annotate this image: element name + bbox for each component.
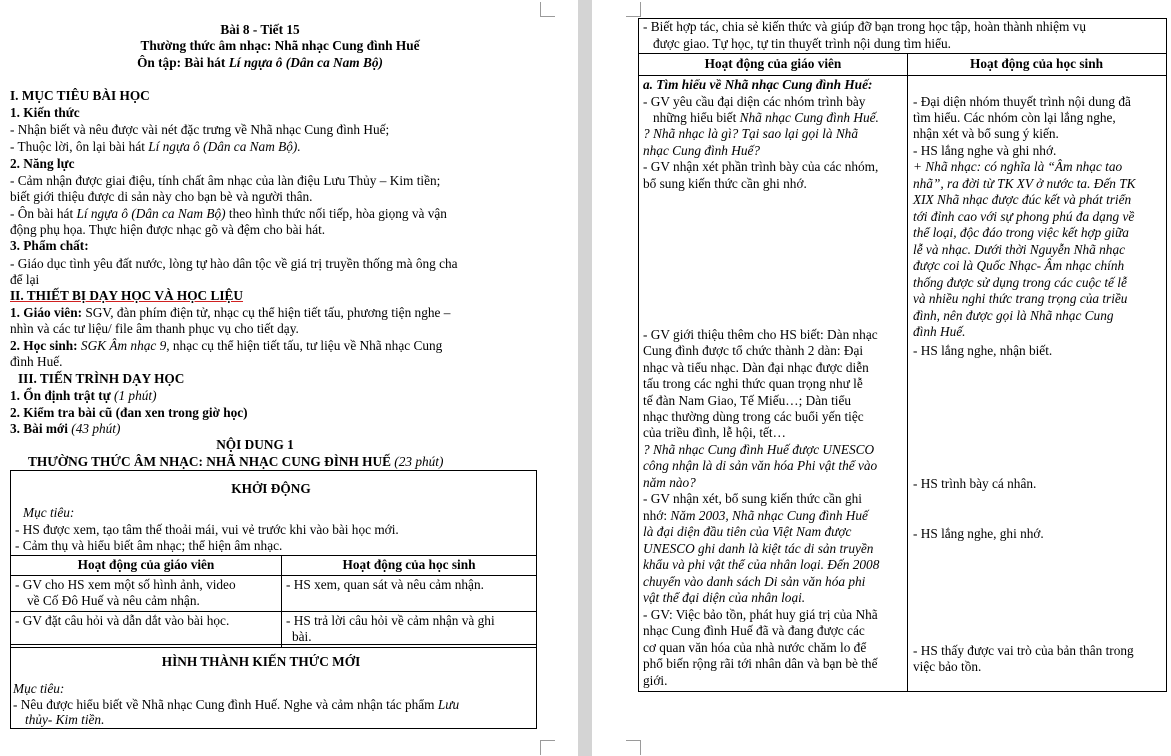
teacher-note: là đại diện đầu tiên của Việt Nam được: [643, 524, 852, 539]
knowledge-goal-label: Mục tiêu:: [13, 681, 65, 696]
teacher-line: nhạc Cung đình Huế đã và đang được các: [643, 623, 865, 638]
student-activity: - HS xem, quan sát và nêu cảm nhận.: [282, 575, 537, 611]
subheading-knowledge: 1. Kiến thức: [10, 105, 80, 120]
student-line: - HS thấy được vai trò của bản thân trong: [913, 643, 1134, 658]
warmup-goal-label: Mục tiêu:: [23, 505, 75, 520]
goal-line: - Biết hợp tác, chia sẻ kiến thức và giúp đỡ bạn trong học tập, hoàn thành nhiệm vụ: [643, 19, 1086, 34]
crop-mark: [540, 740, 555, 755]
teacher-note: vật thể đại diện của nhân loại.: [643, 590, 806, 605]
equipment-teacher: nhìn và các tư liệu/ file âm thanh phục vụ cho tiết dạy.: [10, 321, 299, 336]
student-line: - HS lắng nghe, ghi nhớ.: [913, 526, 1044, 541]
teacher-line: giới.: [643, 673, 668, 688]
warmup-goal: - HS được xem, tạo tâm thế thoải mái, vui vẻ trước khi vào bài học mới.: [15, 522, 399, 537]
crop-mark: [540, 2, 555, 17]
teacher-note: UNESCO ghi danh là kiệt tác di sản truyền: [643, 541, 874, 556]
process-step: 1. Ổn định trật tự (1 phút): [10, 388, 157, 403]
lesson-title: Bài 8 - Tiết 15: [220, 22, 300, 37]
student-note: đình Huế.: [913, 324, 966, 339]
teacher-line: nhớ: Năm 2003, Nhã nhạc Cung đình Huế: [643, 508, 868, 523]
student-note: nhã”, ra đời từ TK XV ở nước ta. Đến TK: [913, 176, 1136, 191]
section-heading-objectives: I. MỤC TIÊU BÀI HỌC: [10, 88, 150, 103]
teacher-line: cơ quan văn hóa của nhà nước chăm lo để: [643, 640, 867, 655]
teacher-line: - GV nhận xét phần trình bày của các nhóm,: [643, 159, 879, 174]
student-note: lễ và nhạc. Dưới thời Nguyễn Nhã nhạc: [913, 242, 1125, 257]
page-gutter: [578, 0, 592, 756]
student-line: tìm hiểu. Các nhóm còn lại lắng nghe,: [913, 110, 1116, 125]
teacher-question: ? Nhã nhạc Cung đình Huế được UNESCO: [643, 442, 875, 457]
student-activity: - HS trả lời câu hỏi về cảm nhận và ghi bài.: [282, 611, 537, 647]
student-line: việc bảo tồn.: [913, 659, 982, 674]
content-subtitle: THƯỜNG THỨC ÂM NHẠC: NHÃ NHẠC CUNG ĐÌNH HUẾ (23 phút): [28, 454, 444, 469]
warmup-table: [10, 555, 537, 648]
knowledge-item: - Nhận biết và nêu được vài nét đặc trưng về Nhã nhạc Cung đình Huế;: [10, 122, 390, 137]
col-header-student: Hoạt động của học sinh: [282, 556, 537, 576]
col-header-teacher: Hoạt động của giáo viên: [704, 56, 842, 71]
knowledge-goal: - Nêu được hiểu biết về Nhã nhạc Cung đình Huế. Nghe và cảm nhận tác phẩm Lưu: [13, 697, 460, 712]
teacher-line: của triều đình, lễ hội, tết…: [643, 425, 786, 440]
teacher-line: phổ biến rộng rãi tới nhân dân và bạn bè thế: [643, 656, 878, 671]
activity-table-continued: [638, 18, 1167, 692]
lesson-review: Ôn tập: Bài hát Lí ngựa ô (Dân ca Nam Bộ): [137, 55, 383, 70]
warmup-heading: KHỞI ĐỘNG: [231, 481, 311, 496]
section-heading-equipment: II. THIẾT BỊ DẠY HỌC VÀ HỌC LIỆU: [10, 288, 244, 303]
student-line: - HS lắng nghe và ghi nhớ.: [913, 143, 1057, 158]
teacher-line: bổ sung kiến thức cần ghi nhớ.: [643, 176, 807, 191]
student-note: + Nhã nhạc: có nghĩa là “Âm nhạc tao: [913, 159, 1123, 174]
teacher-activity: - GV cho HS xem một số hình ảnh, video về Cố Đô Huế và nêu cảm nhận.: [11, 575, 282, 611]
quality-item: - Giáo dục tình yêu đất nước, lòng tự hào dân tộc về giá trị truyền thống mà ông cha: [10, 256, 458, 271]
document-page-right: [592, 0, 1171, 756]
crop-mark: [626, 2, 641, 17]
student-note: thống được sử dụng trong các cuộc tế lễ: [913, 275, 1127, 290]
teacher-line: những hiểu biết Nhã nhạc Cung đình Huế.: [653, 110, 879, 125]
process-step: 3. Bài mới (43 phút): [10, 421, 121, 436]
crop-mark: [626, 740, 641, 755]
knowledge-goal: thủy- Kim tiền.: [25, 712, 105, 727]
content-title: NỘI DUNG 1: [216, 437, 294, 452]
teacher-question: nhạc Cung đình Huế?: [643, 143, 761, 158]
teacher-question: năm nào?: [643, 475, 696, 490]
document-page-left: [0, 0, 578, 756]
ability-item: - Cảm nhận được giai điệu, tính chất âm nhạc của làn điệu Lưu Thủy – Kim tiền;: [10, 173, 441, 188]
student-line: - Đại diện nhóm thuyết trình nội dung đã: [913, 94, 1131, 109]
ability-item: biết giới thiệu được di sản này cho bạn bè và người thân.: [10, 189, 313, 204]
student-note: tới đỉnh cao với sự phong phú đa dạng về: [913, 209, 1135, 224]
section-heading-a: a. Tìm hiểu về Nhã nhạc Cung đình Huế:: [643, 77, 873, 92]
teacher-line: - GV nhận xét, bổ sung kiến thức cần ghi: [643, 491, 862, 506]
teacher-line: nhạc thường dùng trong các buổi yến tiệc: [643, 409, 864, 424]
teacher-line: tế đàn Nam Giao, Tế Miếu…; Dàn tiểu: [643, 393, 852, 408]
process-step: 2. Kiểm tra bài cũ (đan xen trong giờ học): [10, 405, 248, 420]
ability-item: - Ôn bài hát Lí ngựa ô (Dân ca Nam Bộ) theo hình thức nối tiếp, hòa giọng và vận: [10, 206, 447, 221]
teacher-line: - GV yêu cầu đại diện các nhóm trình bày: [643, 94, 866, 109]
teacher-line: - GV giới thiệu thêm cho HS biết: Dàn nhạc: [643, 327, 878, 342]
lesson-activity-box: [10, 470, 537, 729]
student-note: đình, nên được gọi là Nhã nhạc Cung: [913, 308, 1114, 323]
quality-item: để lại: [10, 272, 40, 287]
teacher-activity: - GV đặt câu hỏi và dẫn dắt vào bài học.: [11, 611, 282, 647]
student-line: - HS lắng nghe, nhận biết.: [913, 343, 1053, 358]
teacher-note: chuyển vào danh sách Di sản văn hóa phi: [643, 574, 866, 589]
subheading-quality: 3. Phẩm chất:: [10, 238, 89, 253]
lesson-topic: Thường thức âm nhạc: Nhã nhạc Cung đình Huế: [140, 38, 420, 53]
subheading-ability: 2. Năng lực: [10, 156, 75, 171]
teacher-line: nhạc và tiểu nhạc. Dàn đại nhạc được diễn: [643, 360, 869, 375]
teacher-note: khẩu và phi vật thể của nhân loại. Đến 2008: [643, 557, 880, 572]
student-note: thể loại, độc đáo trong việc kết hợp giữa: [913, 225, 1129, 240]
teacher-line: Cung đình được tổ chức thành 2 dàn: Đại: [643, 343, 864, 358]
student-line: nhận xét và bổ sung ý kiến.: [913, 126, 1059, 141]
knowledge-item: - Thuộc lời, ôn lại bài hát Lí ngựa ô (Dân ca Nam Bộ).: [10, 139, 301, 154]
teacher-line: - GV: Việc bảo tồn, phát huy giá trị của Nhã: [643, 607, 878, 622]
student-note: XIX Nhã nhạc được đúc kết và phát triển: [913, 192, 1132, 207]
equipment-student: đình Huế.: [10, 354, 63, 369]
goal-line: được giao. Tự học, tự tin thuyết trình nội dung tìm hiểu.: [653, 36, 952, 51]
col-header-teacher: Hoạt động của giáo viên: [11, 556, 282, 576]
teacher-line: tấu trong các nghi thức quan trọng như lễ: [643, 376, 863, 391]
equipment-student: 2. Học sinh: SGK Âm nhạc 9, nhạc cụ thể hiện tiết tấu, tư liệu về Nhã nhạc Cung: [10, 338, 443, 353]
student-note: được coi là Quốc Nhạc- Âm nhạc chính: [913, 258, 1125, 273]
teacher-question: công nhận là di sản văn hóa Phi vật thể vào: [643, 458, 878, 473]
student-line: - HS trình bày cá nhân.: [913, 476, 1037, 491]
warmup-goal: - Cảm thụ và hiểu biết âm nhạc; thể hiện âm nhạc.: [15, 538, 283, 553]
ability-item: động phụ họa. Thực hiện được nhạc gõ và đệm cho bài hát.: [10, 222, 326, 237]
col-header-student: Hoạt động của học sinh: [969, 56, 1103, 71]
knowledge-heading: HÌNH THÀNH KIẾN THỨC MỚI: [161, 654, 361, 669]
section-heading-process: III. TIẾN TRÌNH DẠY HỌC: [18, 371, 185, 386]
teacher-question: ? Nhã nhạc là gì? Tại sao lại gọi là Nhã: [643, 126, 858, 141]
student-note: và nhiều nghi thức trang trọng của triều: [913, 291, 1128, 306]
equipment-teacher: 1. Giáo viên: SGV, đàn phím điện tử, nhạc cụ thể hiện tiết tấu, phương tiện nghe –: [10, 305, 451, 320]
